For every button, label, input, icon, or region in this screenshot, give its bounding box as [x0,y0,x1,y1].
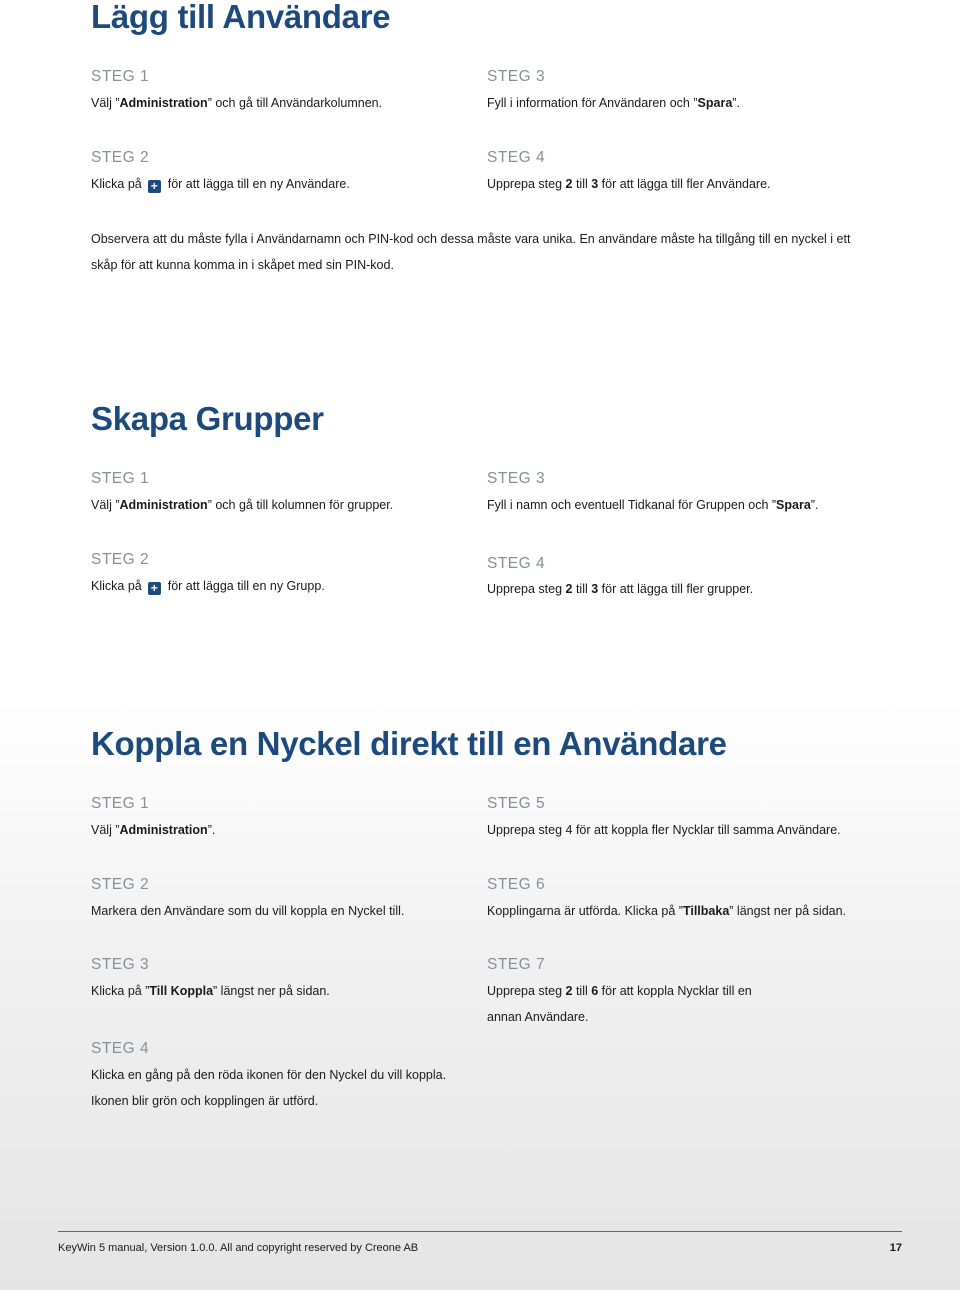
step-text: Välj ”Administration”. [91,823,216,837]
plus-icon: + [148,180,161,193]
step-label: STEG 1 [91,470,150,487]
step-text: Upprepa steg 2 till 3 för att lägga till fler grupper. [487,582,754,596]
step-text: Klicka en gång på den röda ikonen för den Nyckel du vill koppla. [91,1068,447,1082]
step-text: Klicka på + för att lägga till en ny Grupp. [91,579,325,595]
step-label: STEG 4 [487,149,546,166]
page-number: 17 [889,1242,902,1254]
step-label: STEG 6 [487,876,546,893]
footer-copyright: KeyWin 5 manual, Version 1.0.0. All and copyright reserved by Creone AB [58,1242,419,1254]
step-label: STEG 3 [487,470,546,487]
step-text: Upprepa steg 2 till 3 för att lägga till fler Användare. [487,177,771,191]
note-paragraph-line: skåp för att kunna komma in i skåpet med sin PIN-kod. [91,258,394,272]
step-text: Markera den Användare som du vill koppla en Nyckel till. [91,904,405,918]
step-text: annan Användare. [487,1010,589,1024]
step-label: STEG 7 [487,956,546,973]
step-label: STEG 2 [91,551,150,568]
step-text: Upprepa steg 2 till 6 för att koppla Nycklar till en [487,984,752,998]
step-label: STEG 5 [487,795,546,812]
step-text: Välj ”Administration” och gå till kolumnen för grupper. [91,498,394,512]
step-text: Upprepa steg 4 för att koppla fler Nycklar till samma Användare. [487,823,841,837]
step-label: STEG 1 [91,795,150,812]
step-label: STEG 3 [487,68,546,85]
section-title-create-groups: Skapa Grupper [91,400,324,437]
step-label: STEG 3 [91,956,150,973]
step-text: Kopplingarna är utförda. Klicka på ”Tillbaka” längst ner på sidan. [487,904,847,918]
step-label: STEG 2 [91,876,150,893]
step-text: Fyll i information för Användaren och ”Spara”. [487,96,740,110]
step-label: STEG 4 [487,555,546,572]
section-title-add-user: Lägg till Användare [91,0,391,35]
step-text: Klicka på + för att lägga till en ny Användare. [91,177,350,193]
footer-divider [58,1231,902,1232]
plus-icon: + [148,582,161,595]
step-label: STEG 4 [91,1040,150,1057]
step-label: STEG 1 [91,68,150,85]
step-label: STEG 2 [91,149,150,166]
step-text: Välj ”Administration” och gå till Användarkolumnen. [91,96,383,110]
note-paragraph-line: Observera att du måste fylla i Användarnamn och PIN-kod och dessa måste vara unika. En användare måste ha tillgång till en nyckel i ett [91,232,851,246]
step-text: Klicka på ”Till Koppla” längst ner på sidan. [91,984,330,998]
section-title-link-key: Koppla en Nyckel direkt till en Användare [91,725,727,762]
step-text: Ikonen blir grön och kopplingen är utförd. [91,1094,319,1108]
step-text: Fyll i namn och eventuell Tidkanal för Gruppen och ”Spara”. [487,498,819,512]
